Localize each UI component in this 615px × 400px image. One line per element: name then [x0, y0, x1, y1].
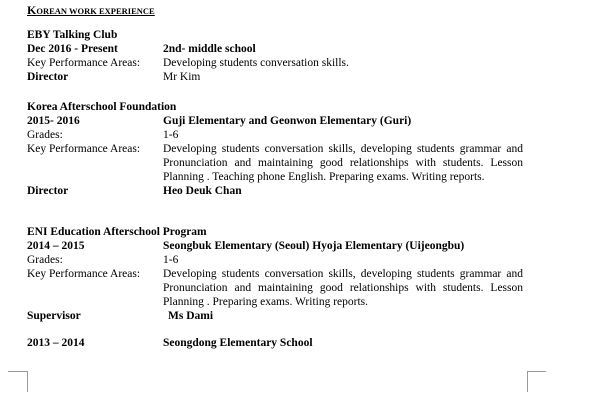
- entry-eni-education: [27, 225, 587, 323]
- kpa-text: Developing students conversation skills, developing students grammar and Pronunciation and maintaining good relationships with students. Lesson Planning . Preparing exams. Writing reports.: [163, 268, 523, 308]
- entry-eby-talking-club: [27, 28, 587, 84]
- entry-org: Korea Afterschool Foundation: [27, 101, 177, 113]
- entry-seongdong: [27, 336, 587, 350]
- heading-rest: OREAN WORK EXPERIENCE: [36, 6, 155, 16]
- grades-value: 1-6: [163, 129, 179, 141]
- kpa-text: Developing students conversation skills.: [163, 57, 349, 69]
- entry-date: Dec 2016 - Present: [27, 43, 118, 55]
- role-value: Ms Dami: [168, 310, 214, 322]
- entry-school: 2nd- middle school: [163, 43, 256, 55]
- role-value: Heo Deuk Chan: [163, 185, 242, 197]
- kpa-label: Key Performance Areas:: [27, 57, 141, 69]
- kpa-label: Key Performance Areas:: [27, 268, 141, 280]
- entry-school: Seongdong Elementary School: [163, 337, 313, 349]
- section-heading: [27, 3, 155, 18]
- role-value: Mr Kim: [163, 71, 201, 83]
- page-corner-mark-right: [527, 371, 546, 392]
- entry-date: 2014 – 2015: [27, 240, 85, 252]
- entry-org: EBY Talking Club: [27, 29, 118, 41]
- entry-korea-afterschool: [27, 100, 587, 198]
- role-label: Supervisor: [27, 310, 81, 322]
- role-label: Director: [27, 71, 69, 83]
- entry-school: Guji Elementary and Geonwon Elementary (Guri): [163, 115, 412, 127]
- entry-date: 2015- 2016: [27, 115, 80, 127]
- kpa-text: Developing students conversation skills, developing students grammar and Pronunciation and maintaining good relationships with students. Lesson Planning . Teaching phone English. Preparing exams. Writing reports.: [163, 143, 523, 183]
- grades-label: Grades:: [27, 254, 63, 266]
- grades-value: 1-6: [163, 254, 179, 266]
- entry-school: Seongbuk Elementary (Seoul) Hyoja Elementary (Uijeongbu): [163, 240, 465, 252]
- grades-label: Grades:: [27, 129, 63, 141]
- entry-org: ENI Education Afterschool Program: [27, 226, 207, 238]
- role-label: Director: [27, 185, 69, 197]
- heading-first-letter: K: [27, 3, 37, 17]
- kpa-label: Key Performance Areas:: [27, 143, 141, 155]
- entry-date: 2013 – 2014: [27, 337, 85, 349]
- page-corner-mark-left: [8, 371, 28, 392]
